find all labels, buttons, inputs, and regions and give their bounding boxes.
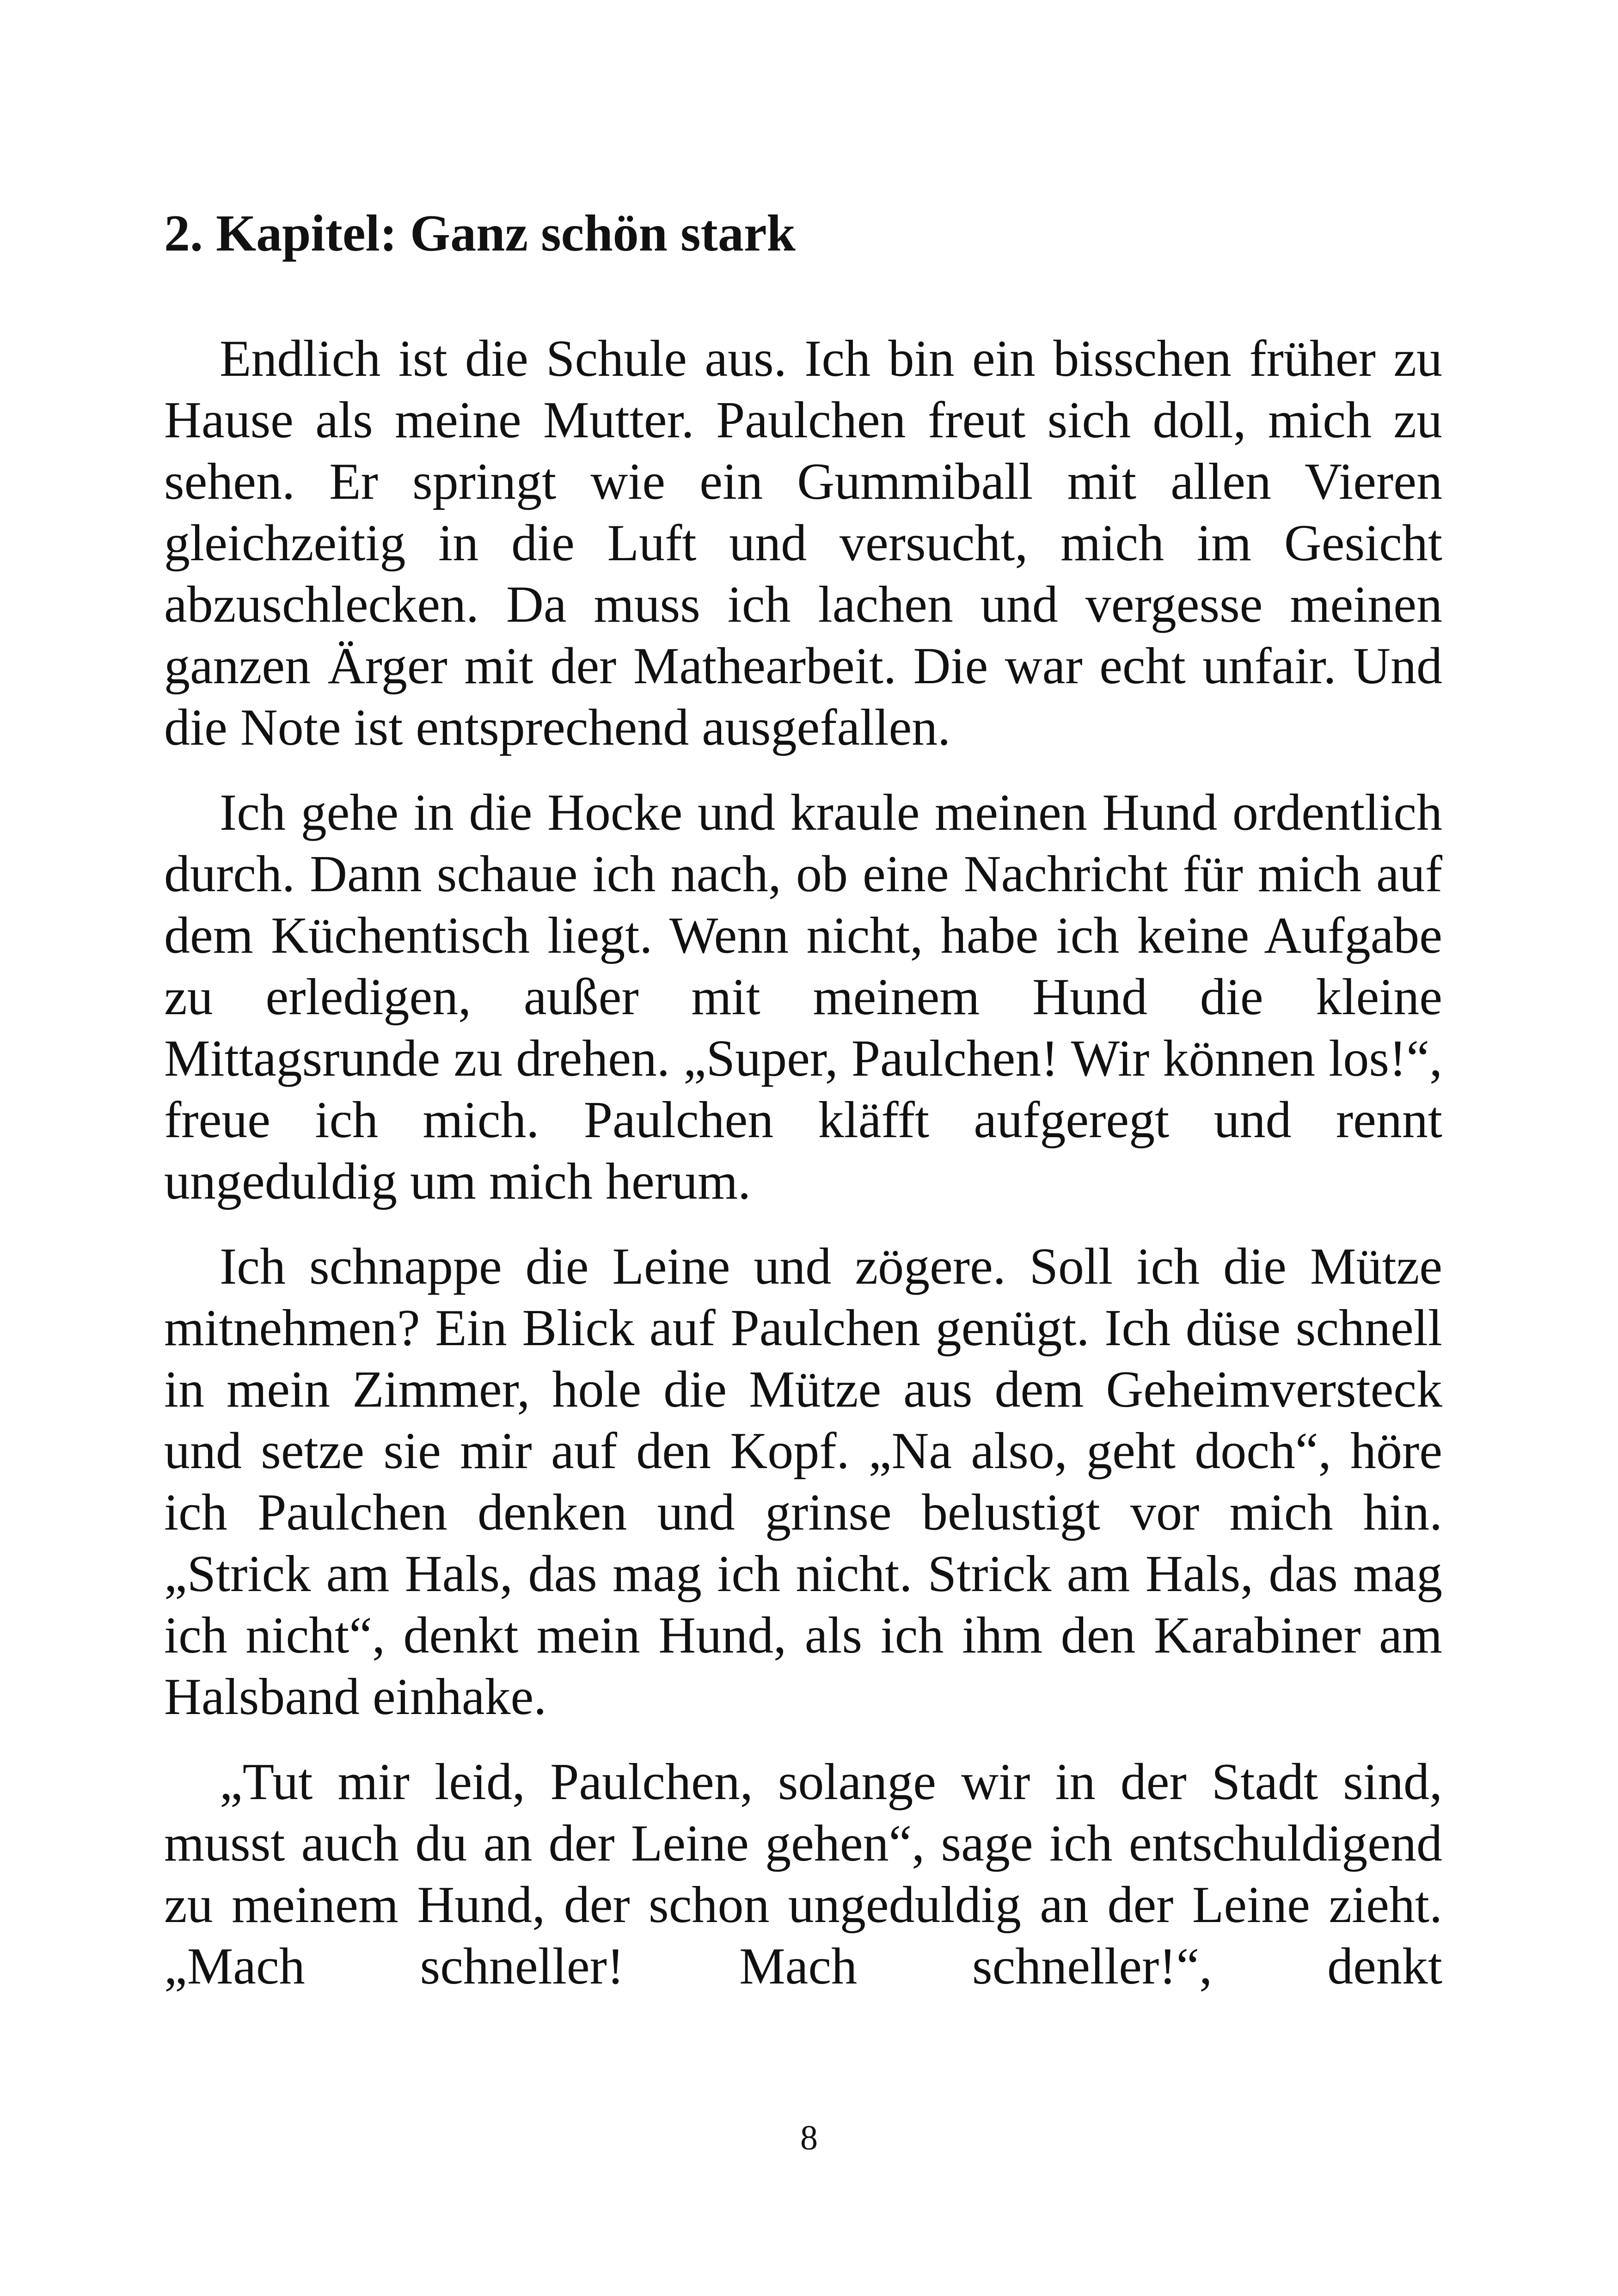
paragraph-1: Endlich ist die Schule aus. Ich bin ein bisschen früher zu Hause als meine Mutter. Paulchen freut sich doll, mich zu sehen. Er springt wie ein Gummiball mit allen Vieren gleichzeitig in die Luft und versucht, mich im Gesicht abzuschlecken. Da muss ich lachen und vergesse meinen ganzen Ärger mit der Mathearbeit. Die war echt unfair. Und die Note ist entsprechend ausgefallen. <box>164 330 1442 756</box>
chapter-text <box>164 328 1442 2021</box>
paragraph-3: Ich schnappe die Leine und zögere. Soll ich die Mütze mitnehmen? Ein Blick auf Paulchen genügt. Ich düse schnell in mein Zimmer, hole die Mütze aus dem Geheimversteck und setze sie mir auf den Kopf. „Na also, geht doch“, höre ich Paulchen denken und grinse belustigt vor mich hin. „Strick am Hals, das mag ich nicht. Strick am Hals, das mag ich nicht“, denkt mein Hund, als ich ihm den Karabiner am Halsband einhake. <box>164 1238 1442 1726</box>
paragraph-2: Ich gehe in die Hocke und kraule meinen Hund ordentlich durch. Dann schaue ich nach, ob eine Nachricht für mich auf dem Küchentisch liegt. Wenn nicht, habe ich keine Aufgabe zu erledigen, außer mit meinem Hund die kleine Mittagsrunde zu drehen. „Super, Paulchen! Wir können los!“, freue ich mich. Paulchen kläfft aufgeregt und rennt ungeduldig um mich herum. <box>164 784 1442 1210</box>
paragraph-4: „Tut mir leid, Paulchen, solange wir in der Stadt sind, musst auch du an der Leine gehen“, sage ich entschuldigend zu meinem Hund, der schon ungeduldig an der Leine zieht. „Mach schneller! Mach schneller!“, denkt <box>164 1753 1442 1995</box>
page-number: 8 <box>800 2118 818 2157</box>
chapter-title: 2. Kapitel: Ganz schön stark <box>164 205 796 262</box>
